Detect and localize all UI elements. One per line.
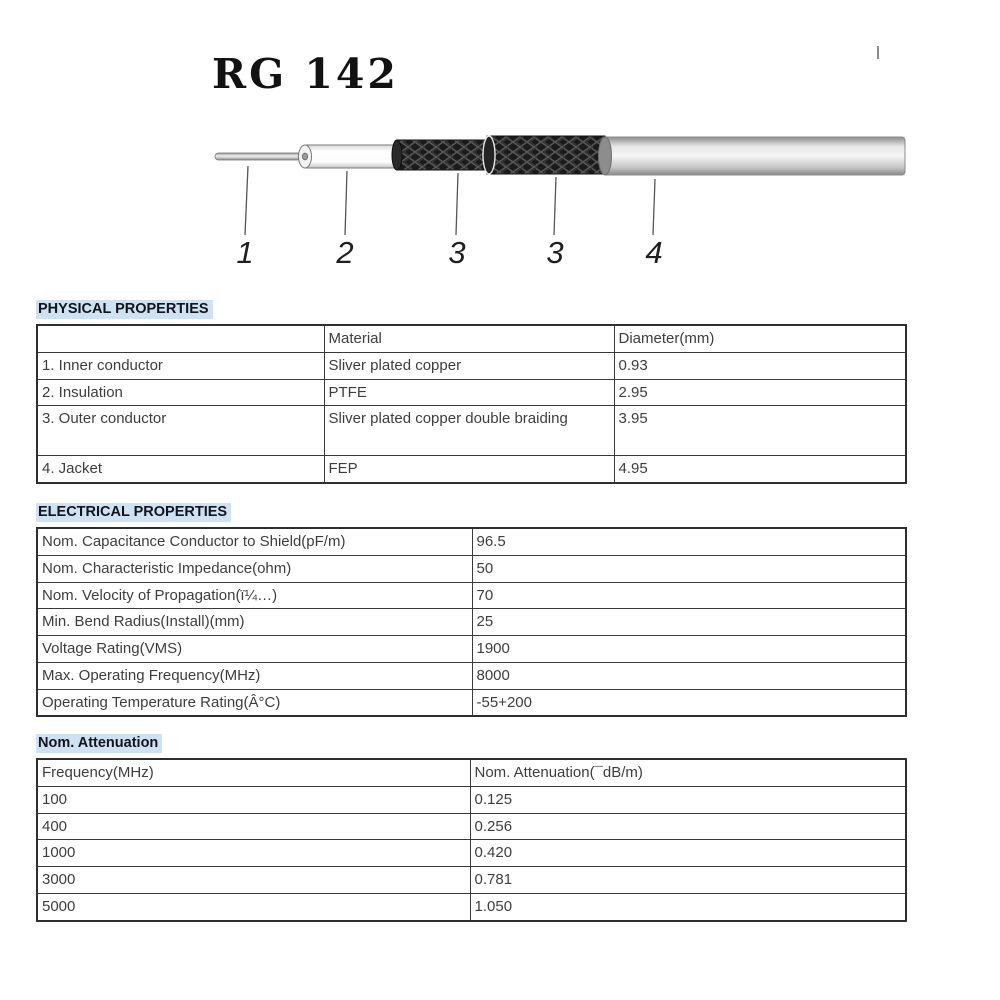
frequency-cell: 3000 [37, 867, 470, 894]
header-cell-frequency: Frequency(MHz) [37, 759, 470, 786]
property-label-cell: Nom. Characteristic Impedance(ohm) [37, 555, 472, 582]
electrical-properties-heading: ELECTRICAL PROPERTIES [36, 504, 231, 520]
callout-line-1 [245, 166, 248, 235]
table-row [37, 352, 906, 379]
property-value-cell: 50 [472, 555, 906, 582]
table-row [37, 379, 906, 406]
property-value-cell: 70 [472, 582, 906, 609]
property-label-cell: Nom. Capacitance Conductor to Shield(pF/m) [37, 528, 472, 555]
attenuation-value-cell: 0.125 [470, 786, 906, 813]
table-row [37, 662, 906, 689]
insulation-part [305, 145, 397, 168]
part-name-cell: 1. Inner conductor [37, 352, 324, 379]
property-value-cell: -55+200 [472, 689, 906, 716]
attenuation-value-cell: 0.256 [470, 813, 906, 840]
physical-properties-heading: PHYSICAL PROPERTIES [36, 301, 213, 317]
property-label-cell: Voltage Rating(VMS) [37, 636, 472, 663]
table-row [37, 609, 906, 636]
property-label-cell: Max. Operating Frequency(MHz) [37, 662, 472, 689]
frequency-cell: 5000 [37, 893, 470, 920]
callout-line-5 [653, 179, 655, 235]
outer-braid-1-part [397, 140, 487, 170]
table-row [37, 786, 906, 813]
callout-number-1: 1 [236, 235, 254, 270]
attenuation-value-cell: 1.050 [470, 893, 906, 920]
diameter-cell: 0.93 [614, 352, 906, 379]
callout-number-5: 4 [645, 235, 663, 270]
jacket-part [603, 137, 905, 175]
property-value-cell: 96.5 [472, 528, 906, 555]
diameter-cell: 2.95 [614, 379, 906, 406]
callout-number-3: 3 [448, 235, 466, 270]
callout-number-4: 3 [546, 235, 564, 270]
table-row [37, 456, 906, 483]
table-header-row [37, 759, 906, 786]
header-cell-material: Material [324, 325, 614, 352]
table-header-row [37, 325, 906, 352]
property-value-cell: 8000 [472, 662, 906, 689]
inner-conductor-part [215, 153, 310, 160]
frequency-cell: 100 [37, 786, 470, 813]
callout-line-4 [554, 177, 556, 235]
attenuation-table [36, 758, 907, 922]
table-row [37, 867, 906, 894]
outer-braid-2-part [487, 136, 605, 174]
table-row [37, 893, 906, 920]
header-cell-blank [37, 325, 324, 352]
frequency-cell: 400 [37, 813, 470, 840]
diameter-cell: 3.95 [614, 406, 906, 456]
table-row [37, 582, 906, 609]
part-name-cell: 3. Outer conductor [37, 406, 324, 456]
property-label-cell: Operating Temperature Rating(Â°C) [37, 689, 472, 716]
part-name-cell: 2. Insulation [37, 379, 324, 406]
part-name-cell: 4. Jacket [37, 456, 324, 483]
coax-cable-diagram [205, 122, 925, 277]
table-row [37, 636, 906, 663]
header-cell-diameter: Diameter(mm) [614, 325, 906, 352]
table-row [37, 813, 906, 840]
table-row [37, 406, 906, 456]
material-cell: FEP [324, 456, 614, 483]
attenuation-value-cell: 0.420 [470, 840, 906, 867]
property-label-cell: Nom. Velocity of Propagation(ï¼…) [37, 582, 472, 609]
physical-properties-table [36, 324, 907, 484]
diameter-cell: 4.95 [614, 456, 906, 483]
material-cell: PTFE [324, 379, 614, 406]
text-cursor-mark [877, 46, 879, 59]
attenuation-value-cell: 0.781 [470, 867, 906, 894]
frequency-cell: 1000 [37, 840, 470, 867]
property-value-cell: 25 [472, 609, 906, 636]
page-title: RG 142 [212, 50, 399, 98]
callout-number-2: 2 [336, 235, 354, 270]
table-row [37, 555, 906, 582]
material-cell: Sliver plated copper [324, 352, 614, 379]
callout-line-3 [456, 173, 458, 235]
property-value-cell: 1900 [472, 636, 906, 663]
nom-attenuation-heading: Nom. Attenuation [36, 735, 162, 751]
property-label-cell: Min. Bend Radius(Install)(mm) [37, 609, 472, 636]
table-row [37, 528, 906, 555]
table-row [37, 689, 906, 716]
electrical-properties-table [36, 527, 907, 717]
callout-line-2 [345, 171, 347, 235]
material-cell: Sliver plated copper double braiding [324, 406, 614, 456]
header-cell-attenuation: Nom. Attenuation(¯dB/m) [470, 759, 906, 786]
table-row [37, 840, 906, 867]
